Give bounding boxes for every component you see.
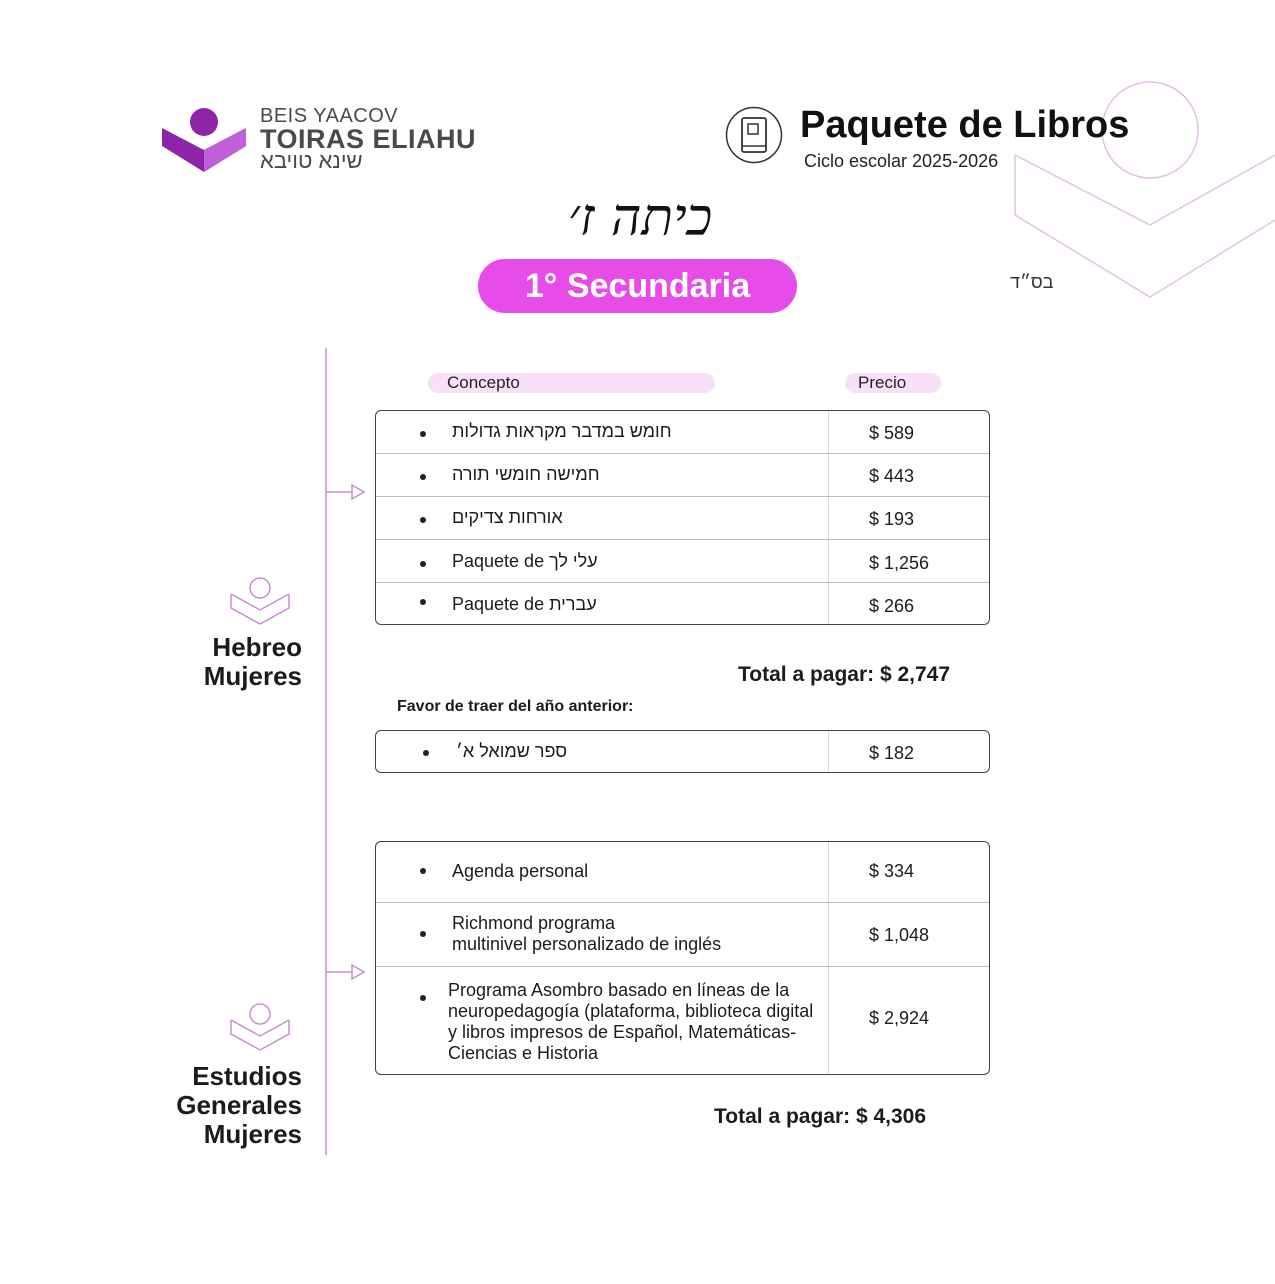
item-concept: חמישה חומשי תורה bbox=[452, 464, 600, 484]
item-concept bbox=[452, 913, 721, 955]
general-total: Total a pagar: $ 4,306 bbox=[714, 1105, 927, 1128]
brand-hebrew: שינא טויבא bbox=[260, 148, 363, 173]
item-concept-hebrew: עלי לך bbox=[549, 551, 598, 571]
previous-year-table bbox=[375, 730, 990, 773]
bullet bbox=[420, 599, 426, 605]
price-header-label: Precio bbox=[858, 373, 907, 392]
hebrew-total: Total a pagar: $ 2,747 bbox=[738, 663, 951, 686]
item-price: $ 589 bbox=[869, 423, 915, 443]
bullet bbox=[420, 561, 426, 567]
item-concept-line: Programa Asombro basado en líneas de la bbox=[448, 980, 790, 1000]
item-price: $ 1,256 bbox=[869, 553, 930, 573]
item-concept-line: Ciencias e Historia bbox=[448, 1043, 599, 1063]
school-year: Ciclo escolar 2025-2026 bbox=[804, 151, 999, 171]
hebrew-label-line1: Hebreo bbox=[212, 632, 302, 662]
table-row bbox=[376, 903, 989, 967]
previous-year-note: Favor de traer del año anterior: bbox=[397, 698, 634, 715]
book-icon bbox=[725, 106, 783, 164]
item-price: $ 182 bbox=[869, 743, 915, 763]
item-price: $ 334 bbox=[869, 861, 915, 881]
item-price: $ 193 bbox=[869, 509, 915, 529]
bsd-mark: בס״ד bbox=[1010, 272, 1054, 292]
concept-header bbox=[428, 373, 715, 393]
bullet bbox=[420, 868, 426, 874]
section-icon bbox=[228, 1002, 292, 1052]
item-concept: אורחות צדיקים bbox=[452, 507, 563, 527]
table-row bbox=[376, 842, 989, 903]
concept-header-label: Concepto bbox=[447, 373, 520, 392]
bullet bbox=[420, 431, 426, 437]
general-label-line3: Mujeres bbox=[203, 1119, 302, 1149]
item-concept bbox=[452, 551, 598, 572]
general-label-line2: Generales bbox=[176, 1090, 302, 1120]
bullet bbox=[420, 474, 426, 480]
table-row bbox=[376, 454, 989, 497]
table-row bbox=[376, 731, 989, 773]
table-row bbox=[376, 583, 989, 625]
table-row bbox=[376, 497, 989, 540]
item-concept-line: Richmond programa bbox=[452, 913, 616, 933]
item-concept: Agenda personal bbox=[452, 861, 589, 881]
general-label-line1: Estudios bbox=[192, 1061, 302, 1091]
item-price: $ 1,048 bbox=[869, 925, 930, 945]
table-row bbox=[376, 540, 989, 583]
item-concept: חומש במדבר מקראות גדולות bbox=[452, 421, 672, 441]
item-concept: ספר שמואל א׳ bbox=[456, 741, 568, 761]
item-concept-line: multinivel personalizado de inglés bbox=[452, 934, 722, 954]
bullet bbox=[423, 750, 429, 756]
bullet bbox=[420, 995, 426, 1001]
item-concept-prefix: Paquete de bbox=[452, 594, 545, 614]
hebrew-label-line2: Mujeres bbox=[203, 661, 302, 691]
bullet bbox=[420, 517, 426, 523]
item-price: $ 443 bbox=[869, 466, 915, 486]
general-section-label bbox=[122, 1062, 302, 1149]
bullet bbox=[420, 931, 426, 937]
hebrew-section-label bbox=[122, 633, 302, 691]
grade-badge: 1° Secundaria bbox=[478, 259, 797, 313]
item-concept-prefix: Paquete de bbox=[452, 551, 545, 571]
item-concept-line: neuropedagogía (plataforma, biblioteca digital bbox=[448, 1001, 814, 1021]
page-title: Paquete de Libros bbox=[800, 104, 1130, 146]
brand-line1: BEIS YAACOV bbox=[260, 105, 399, 127]
item-concept bbox=[452, 594, 597, 615]
item-price: $ 266 bbox=[869, 596, 915, 616]
section-icon bbox=[228, 576, 292, 626]
brand-name: TOIRAS ELIAHU bbox=[260, 124, 477, 154]
item-price: $ 2,924 bbox=[869, 1008, 930, 1028]
item-concept-line: y libros impresos de Español, Matemáticas- bbox=[448, 1022, 797, 1042]
item-concept bbox=[448, 980, 813, 1064]
grade-hebrew: כיתה ז׳ bbox=[567, 188, 713, 248]
school-logo-icon bbox=[160, 104, 250, 174]
general-books-table bbox=[375, 841, 990, 1075]
table-row bbox=[376, 411, 989, 454]
item-concept-hebrew: עברית bbox=[549, 594, 597, 614]
hebrew-books-table bbox=[375, 410, 990, 625]
table-row bbox=[376, 967, 989, 1074]
price-header bbox=[845, 373, 941, 393]
